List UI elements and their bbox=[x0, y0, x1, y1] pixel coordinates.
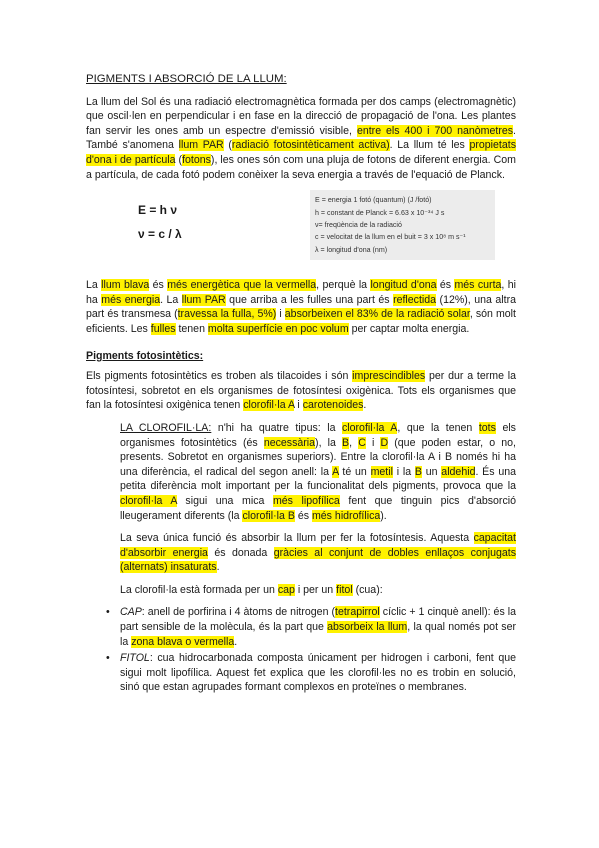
text-run: . bbox=[216, 561, 220, 574]
highlighted-text: cap bbox=[277, 583, 295, 596]
highlighted-text: carotenoides bbox=[302, 399, 364, 412]
highlighted-text: més hidrofílica bbox=[311, 509, 381, 522]
text-run: que arriba a les fulles una part és bbox=[225, 293, 394, 306]
equation-energy: E = h ν bbox=[138, 203, 178, 218]
highlighted-text: aldehid bbox=[441, 465, 476, 478]
text-run: : anell de porfirina i 4 àtoms de nitrogen ( bbox=[141, 606, 336, 619]
highlighted-text: llum PAR bbox=[181, 293, 226, 306]
text-run: és bbox=[149, 279, 168, 292]
highlighted-text: clorofil·la A bbox=[243, 399, 295, 412]
text-run: , que la tenen bbox=[397, 421, 479, 434]
equation-legend bbox=[310, 190, 495, 260]
text-run: ), les ones són com una pluja de fotons de diferent energia. Com a partícula, de cada fotó podem conèixer la seva energia a través de l'equació de Planck. bbox=[86, 153, 516, 181]
text-run: és bbox=[436, 279, 455, 292]
highlighted-text: imprescindibles bbox=[352, 370, 426, 383]
text-run: , són molt eficients. Les bbox=[86, 308, 516, 335]
highlighted-text: propietats d'ona i de partícula bbox=[86, 139, 517, 166]
bullet-icon: • bbox=[106, 606, 110, 619]
highlighted-text: més energia bbox=[101, 293, 161, 306]
highlighted-text: tots bbox=[478, 421, 496, 434]
highlighted-text: fotons bbox=[182, 153, 211, 166]
italic-term: FITOL bbox=[120, 652, 150, 665]
text-run: . La llum té les bbox=[389, 139, 470, 152]
text-run: cíclic + 1 cinquè anell): és la part sensible de la molècula, és la part que bbox=[120, 606, 516, 634]
highlighted-text: llum PAR bbox=[178, 139, 224, 152]
highlighted-text: travessa la fulla, 5%) bbox=[177, 308, 277, 321]
highlighted-text: més curta bbox=[454, 279, 502, 292]
text-run: sigui una mica bbox=[176, 494, 273, 507]
text-run: . bbox=[234, 635, 238, 648]
page-title: PIGMENTS I ABSORCIÓ DE LA LLUM: bbox=[86, 73, 287, 85]
highlighted-text: B bbox=[414, 465, 422, 478]
text-run: (cua): bbox=[352, 583, 383, 596]
text-run: , la qual només pot ser la bbox=[120, 621, 516, 648]
text-run: per captar molta energia. bbox=[348, 322, 470, 335]
list-item-text bbox=[120, 606, 516, 647]
highlighted-text: reflectida bbox=[393, 293, 437, 306]
highlighted-text: B bbox=[342, 436, 350, 449]
chlorophyll-parts-list bbox=[86, 605, 516, 695]
highlighted-text: zona blava o vermella bbox=[131, 635, 235, 648]
highlighted-text: clorofil·la A bbox=[341, 421, 398, 434]
highlighted-text: C bbox=[358, 436, 366, 449]
equation-frequency: ν = c / λ bbox=[138, 227, 182, 242]
text-run: , hi ha bbox=[86, 279, 516, 306]
highlighted-text: entre els 400 i 700 nanòmetres bbox=[356, 124, 514, 137]
highlighted-text: capacitat d'absorbir energia bbox=[120, 532, 516, 559]
highlighted-text: fitol bbox=[336, 583, 353, 596]
highlighted-text: tetrapirrol bbox=[335, 606, 380, 619]
document-page bbox=[86, 68, 516, 697]
section-title-pigments: Pigments fotosintètics: bbox=[86, 349, 204, 362]
text-run: . També s'anomena bbox=[86, 124, 516, 152]
highlighted-text: fulles bbox=[150, 322, 176, 335]
legend-line: h = constant de Planck = 6.63 x 10⁻³⁴ J s bbox=[315, 208, 445, 217]
legend-line: λ = longitud d'ona (nm) bbox=[315, 245, 388, 254]
text-run: La llum del Sol és una radiació electromagnètica formada per dos camps (electromagnètic) que oscil·len en perpendicular i en fase en la direcció de propagació de l'ona. Les plantes fan servir les ones amb un espectre d'emissió visible, bbox=[86, 95, 516, 137]
chlorophyll-structure-paragraph bbox=[120, 583, 516, 598]
highlighted-text: A bbox=[332, 465, 339, 478]
highlighted-text: absorbeix la llum bbox=[327, 621, 408, 634]
text-run: per dur a terme la fotosíntesi, sobretot en els organismes de fotosíntesi oxigènica. Tots els organismes que fan la fotosíntesi oxigènica tenen bbox=[86, 370, 517, 412]
text-run: i per un bbox=[294, 583, 337, 596]
legend-line: ν= freqüència de la radiació bbox=[315, 220, 402, 229]
text-run: fent que tinguin pics d'absorció lleugerament diferents (la bbox=[120, 494, 516, 522]
text-run: és donada bbox=[207, 546, 274, 559]
equations bbox=[86, 190, 310, 246]
text-run: (que poden estar, o no, presents. Sobretot en organismes superiors). Entre la clorofil·la A i B només hi ha una diferència, el radical del segon anell: la bbox=[120, 436, 516, 478]
text-run: La clorofil·la està formada per un bbox=[120, 583, 278, 596]
highlighted-text: longitud d'ona bbox=[370, 279, 437, 292]
text-run: : cua hidrocarbonada composta únicament per hidrogen i carboni, fent que sigui molt lipofílica. Aquest fet explica que les clorofil·les no es trobin en solució, sinó que estan agrupades formant complexos en proteïnes o membranes. bbox=[120, 652, 516, 694]
text-run: . La bbox=[160, 293, 182, 306]
list-item-fitol bbox=[106, 651, 516, 695]
list-item-cap bbox=[106, 605, 516, 649]
text-run: . És una petita diferència molt important per la funcionalitat dels pigments, provoca que la bbox=[120, 465, 516, 493]
highlighted-text: clorofil·la A bbox=[120, 494, 177, 507]
text-run: té un bbox=[338, 465, 371, 478]
text-run: (12%), una altra part és transmesa ( bbox=[86, 293, 516, 321]
highlighted-text: radiació fotosintèticament activa) bbox=[231, 139, 390, 152]
text-run: , perquè la bbox=[316, 279, 371, 292]
text-run: La seva única funció és absorbir la llum per fer la fotosíntesis. Aquesta bbox=[120, 532, 474, 545]
text-run: els organismes fotosintètics (és bbox=[120, 421, 516, 449]
text-run: i la bbox=[392, 465, 415, 478]
text-run: i bbox=[365, 436, 381, 449]
text-run: , bbox=[349, 436, 359, 449]
text-run: tenen bbox=[175, 322, 208, 335]
chlorophyll-function-paragraph bbox=[120, 531, 516, 575]
text-run: La bbox=[86, 279, 102, 292]
highlighted-text: més energètica que la vermella bbox=[167, 279, 317, 292]
highlighted-text: molta superfície en poc volum bbox=[207, 322, 349, 335]
text-run: . bbox=[363, 399, 367, 412]
chlorophyll-section bbox=[86, 421, 516, 598]
italic-term: CAP bbox=[120, 606, 142, 619]
text-run: ). bbox=[380, 509, 387, 522]
text-run: ( bbox=[223, 139, 232, 152]
legend-line: c = velocitat de la llum en el buit = 3 x 10⁸ m s⁻¹ bbox=[315, 233, 466, 242]
bullet-icon: • bbox=[106, 652, 110, 665]
text-run: ( bbox=[175, 153, 183, 166]
underlined-heading: LA CLOROFIL·LA: bbox=[120, 421, 212, 434]
highlighted-text: llum blava bbox=[101, 279, 150, 292]
highlighted-text: D bbox=[380, 436, 389, 449]
light-energy-paragraph bbox=[86, 278, 516, 336]
text-run: n'hi ha quatre tipus: la bbox=[211, 421, 342, 434]
pigments-paragraph bbox=[86, 369, 516, 413]
intro-paragraph bbox=[86, 95, 516, 183]
legend-line: E = energia 1 fotó (quantum) (J /fotó) bbox=[315, 196, 432, 205]
highlighted-text: absorbeixen el 83% de la radiació solar bbox=[284, 308, 470, 321]
highlighted-text: més lipofílica bbox=[272, 494, 340, 507]
text-run: i bbox=[276, 308, 285, 321]
highlighted-text: clorofil·la B bbox=[242, 509, 295, 522]
text-run: Els pigments fotosintètics es troben als tilacoides i són bbox=[86, 370, 353, 383]
highlighted-text: gràcies al conjunt de dobles enllaços conjugats (alternats) insaturats bbox=[120, 546, 516, 574]
planck-equation-block bbox=[86, 190, 516, 260]
text-run: i bbox=[294, 399, 303, 412]
list-item-text bbox=[120, 652, 516, 693]
text-run: un bbox=[421, 465, 442, 478]
highlighted-text: necessària bbox=[263, 436, 316, 449]
text-run: ), la bbox=[315, 436, 343, 449]
text-run: és bbox=[294, 509, 312, 522]
chlorophyll-types-paragraph bbox=[120, 421, 516, 523]
highlighted-text: metil bbox=[370, 465, 393, 478]
